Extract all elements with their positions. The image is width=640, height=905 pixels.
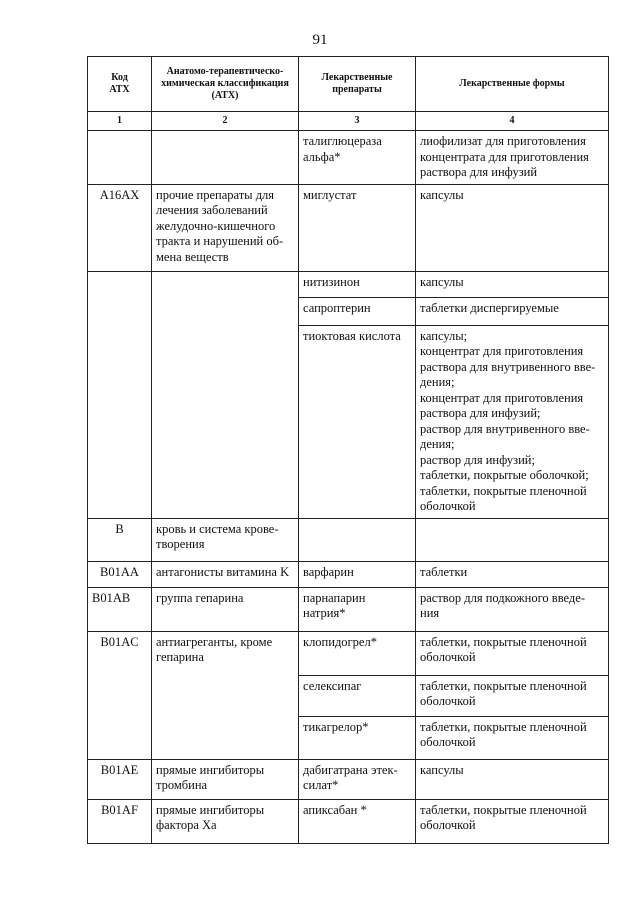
code-cell: B01AF [88, 799, 152, 843]
code-cell: B01AB [88, 587, 152, 631]
form-cell: капсулы [416, 271, 609, 297]
table-header-row [88, 57, 609, 112]
column-number: 3 [299, 112, 416, 131]
code-cell [88, 131, 152, 185]
column-number-row [88, 112, 609, 131]
header-code: Код АТХ [88, 57, 152, 112]
class-cell [152, 271, 299, 518]
preparation-cell: селексипаг [299, 675, 416, 716]
preparation-cell: варфарин [299, 561, 416, 587]
table-row [88, 184, 609, 271]
class-cell: прямые ингибиторы тромбина [152, 759, 299, 799]
table-row [88, 631, 609, 675]
preparation-cell: клопидогрел* [299, 631, 416, 675]
form-cell: таблетки, покрытые пленочной оболочкой [416, 675, 609, 716]
class-cell: антиагреганты, кроме гепарина [152, 631, 299, 759]
table-row [88, 759, 609, 799]
code-cell: B01AC [88, 631, 152, 759]
table-row [88, 271, 609, 297]
form-cell: таблетки, покрытые пленочной оболочкой [416, 799, 609, 843]
class-cell: антагонисты витамина K [152, 561, 299, 587]
class-cell: прямые ингибиторы фактора Xa [152, 799, 299, 843]
preparation-cell: нитизинон [299, 271, 416, 297]
page-number: 91 [312, 32, 328, 48]
table-row [88, 587, 609, 631]
atx-table [87, 56, 609, 844]
preparation-cell: парнапарин натрия* [299, 587, 416, 631]
table-row [88, 561, 609, 587]
table-row [88, 799, 609, 843]
preparation-cell: талиглюцераза альфа* [299, 131, 416, 185]
class-cell: прочие препараты для лечения заболеваний желудочно-кишечного тракта и нарушений об- мена веществ [152, 184, 299, 271]
header-preparations: Лекарственные препараты [299, 57, 416, 112]
column-number: 2 [152, 112, 299, 131]
form-cell: капсулы [416, 759, 609, 799]
code-cell [88, 271, 152, 518]
preparation-cell: тикагрелор* [299, 716, 416, 759]
preparation-cell: миглустат [299, 184, 416, 271]
table-row [88, 518, 609, 561]
code-cell: B [88, 518, 152, 561]
form-cell: таблетки, покрытые пленочной оболочкой [416, 716, 609, 759]
class-cell [152, 131, 299, 185]
form-cell: таблетки, покрытые пленочной оболочкой [416, 631, 609, 675]
form-cell [416, 518, 609, 561]
header-forms: Лекарственные формы [416, 57, 609, 112]
code-cell: A16AX [88, 184, 152, 271]
form-cell: лиофилизат для приготовления концентрата для приготовления раствора для инфузий [416, 131, 609, 185]
class-cell: группа гепарина [152, 587, 299, 631]
preparation-cell [299, 518, 416, 561]
column-number: 1 [88, 112, 152, 131]
preparation-cell: сапроптерин [299, 297, 416, 325]
form-cell: раствор для подкожного введе- ния [416, 587, 609, 631]
form-cell: капсулы; концентрат для приготовления раствора для внутривенного вве- дения; концентрат для приготовления раствора для инфузий; раствор для внутривенного вве- дения; раствор для инфузий; таблетки, покрытые оболочкой; таблетки, покрытые пленочной оболочкой [416, 325, 609, 518]
column-number: 4 [416, 112, 609, 131]
code-cell: B01AA [88, 561, 152, 587]
class-cell: кровь и система крове- творения [152, 518, 299, 561]
form-cell: таблетки диспергируемые [416, 297, 609, 325]
header-classification: Анатомо-терапевтическо- химическая классификация (АТХ) [152, 57, 299, 112]
preparation-cell: дабигатрана этек- силат* [299, 759, 416, 799]
code-cell: B01AE [88, 759, 152, 799]
table-row [88, 131, 609, 185]
preparation-cell: тиоктовая кислота [299, 325, 416, 518]
preparation-cell: апиксабан * [299, 799, 416, 843]
form-cell: таблетки [416, 561, 609, 587]
form-cell: капсулы [416, 184, 609, 271]
